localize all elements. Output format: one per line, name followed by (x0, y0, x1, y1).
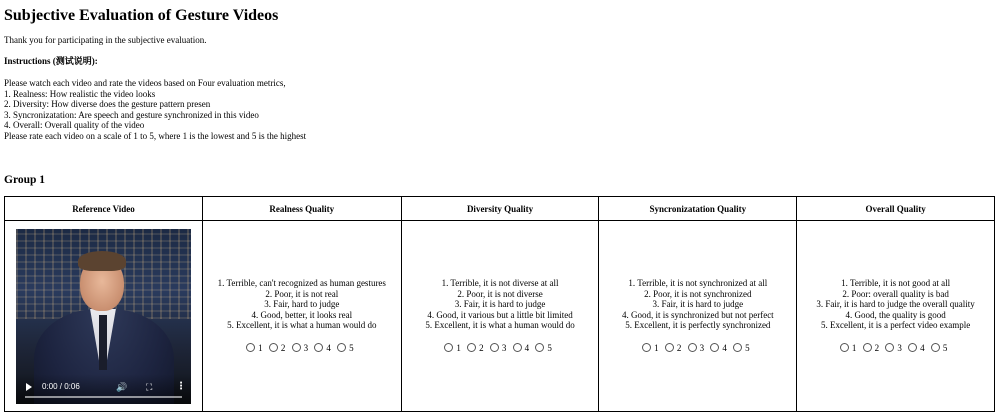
radio-circle-icon[interactable] (931, 343, 940, 352)
radio-circle-icon[interactable] (444, 343, 453, 352)
realness-rating (203, 342, 401, 354)
header-realness-quality: Realness Quality (202, 197, 401, 221)
radio-circle-icon[interactable] (269, 343, 278, 352)
instruction-line: 2. Diversity: How diverse does the gesture pattern presen (4, 99, 211, 110)
header-diversity-quality: Diversity Quality (401, 197, 599, 221)
scale-line: 1. Terrible, can't recognized as human gestures (217, 278, 386, 289)
scale-line: 5. Excellent, it is perfectly synchronized (625, 320, 771, 331)
video-controls (16, 374, 191, 404)
diversity-scale (402, 278, 599, 331)
overall-scale (797, 278, 994, 331)
instruction-line: 3. Syncronizatation: Are speech and gesture synchronized in this video (4, 109, 259, 120)
table-row (5, 221, 995, 412)
synchronization-cell (599, 221, 797, 412)
overall-radio-2[interactable]: 2 (863, 342, 880, 354)
scale-line: 2. Poor, it is not real (265, 288, 339, 299)
realness-radio-1[interactable]: 1 (246, 342, 263, 354)
synchronization-rating (599, 342, 796, 354)
radio-circle-icon[interactable] (490, 343, 499, 352)
scale-line: 2. Poor, it is not synchronized (644, 288, 752, 299)
diversity-radio-3[interactable]: 3 (490, 342, 507, 354)
overall-rating (797, 342, 994, 354)
radio-circle-icon[interactable] (513, 343, 522, 352)
scale-line: 2. Poor: overall quality is bad (842, 288, 949, 299)
scale-line: 1. Terrible, it is not synchronized at all (628, 278, 768, 289)
scale-line: 3. Fair, hard to judge (264, 299, 340, 310)
volume-icon[interactable]: 🔊 (115, 381, 128, 392)
scale-line: 3. Fair, it is hard to judge (652, 299, 744, 310)
realness-radio-5[interactable]: 5 (337, 342, 354, 354)
realness-cell (202, 221, 401, 412)
scale-line: 1. Terrible, it is not diverse at all (441, 278, 559, 289)
video-time: 0:00 / 0:06 (41, 381, 80, 391)
synchronization-radio-4[interactable]: 4 (710, 342, 727, 354)
radio-circle-icon[interactable] (337, 343, 346, 352)
evaluation-table (4, 196, 995, 412)
scale-line: 5. Excellent, it is a perfect video example (821, 320, 971, 331)
overall-cell (797, 221, 995, 412)
overall-radio-1[interactable]: 1 (840, 342, 857, 354)
diversity-radio-5[interactable]: 5 (535, 342, 552, 354)
radio-circle-icon[interactable] (733, 343, 742, 352)
fullscreen-icon[interactable]: ⛶ (145, 381, 153, 392)
video-frame-hair (78, 251, 126, 271)
header-overall-quality: Overall Quality (797, 197, 995, 221)
scale-line: 4. Good, it is synchronized but not perfect (621, 309, 774, 320)
reference-video-player[interactable] (16, 229, 191, 404)
instruction-line: 4. Overall: Overall quality of the video (4, 120, 145, 131)
table-header-row (5, 197, 995, 221)
radio-circle-icon[interactable] (885, 343, 894, 352)
diversity-cell (401, 221, 599, 412)
diversity-rating (402, 342, 599, 354)
scale-line: 4. Good, the quality is good (845, 309, 946, 320)
radio-circle-icon[interactable] (292, 343, 301, 352)
overall-radio-4[interactable]: 4 (908, 342, 925, 354)
realness-scale (203, 278, 401, 331)
realness-radio-4[interactable]: 4 (314, 342, 331, 354)
realness-radio-3[interactable]: 3 (292, 342, 309, 354)
radio-circle-icon[interactable] (246, 343, 255, 352)
scale-line: 4. Good, better, it looks real (251, 309, 353, 320)
scale-line: 5. Excellent, it is what a human would do (227, 320, 377, 331)
synchronization-radio-2[interactable]: 2 (665, 342, 682, 354)
page-title: Subjective Evaluation of Gesture Videos (4, 7, 279, 24)
scale-line: 3. Fair, it is hard to judge the overall quality (816, 299, 975, 310)
diversity-radio-2[interactable]: 2 (467, 342, 484, 354)
play-icon[interactable] (26, 383, 32, 391)
radio-circle-icon[interactable] (908, 343, 917, 352)
group-title: Group 1 (4, 174, 46, 186)
realness-radio-2[interactable]: 2 (269, 342, 286, 354)
synchronization-radio-1[interactable]: 1 (642, 342, 659, 354)
overall-radio-3[interactable]: 3 (885, 342, 902, 354)
scale-line: 3. Fair, it is hard to judge (454, 299, 546, 310)
radio-circle-icon[interactable] (863, 343, 872, 352)
radio-circle-icon[interactable] (314, 343, 323, 352)
thanks-text: Thank you for participating in the subjective evaluation. (4, 35, 207, 45)
radio-circle-icon[interactable] (535, 343, 544, 352)
synchronization-radio-3[interactable]: 3 (688, 342, 705, 354)
more-options-icon[interactable]: ⋮ (175, 380, 186, 392)
video-frame-tie (99, 315, 107, 370)
synchronization-scale (599, 278, 796, 331)
scale-line: 4. Good, it various but a little bit limited (427, 309, 573, 320)
scale-line: 2. Poor, it is not diverse (457, 288, 543, 299)
synchronization-radio-5[interactable]: 5 (733, 342, 750, 354)
instructions-text (4, 78, 306, 142)
instruction-line: Please rate each video on a scale of 1 to 5, where 1 is the lowest and 5 is the highest (4, 130, 307, 141)
header-reference-video: Reference Video (5, 197, 203, 221)
diversity-radio-4[interactable]: 4 (513, 342, 530, 354)
instructions-title: Instructions (测试说明): (4, 56, 98, 66)
scale-line: 1. Terrible, it is not good at all (841, 278, 951, 289)
instruction-line: 1. Realness: How realistic the video looks (4, 88, 156, 99)
diversity-radio-1[interactable]: 1 (444, 342, 461, 354)
overall-radio-5[interactable]: 5 (931, 342, 948, 354)
video-progress-bar[interactable] (25, 396, 182, 398)
instruction-line: Please watch each video and rate the videos based on Four evaluation metrics, (4, 78, 286, 88)
radio-circle-icon[interactable] (467, 343, 476, 352)
radio-circle-icon[interactable] (642, 343, 651, 352)
radio-circle-icon[interactable] (840, 343, 849, 352)
radio-circle-icon[interactable] (688, 343, 697, 352)
video-cell (5, 221, 203, 412)
header-synchronization-quality: Syncronizatation Quality (599, 197, 797, 221)
radio-circle-icon[interactable] (710, 343, 719, 352)
scale-line: 5. Excellent, it is what a human would do (425, 320, 575, 331)
radio-circle-icon[interactable] (665, 343, 674, 352)
